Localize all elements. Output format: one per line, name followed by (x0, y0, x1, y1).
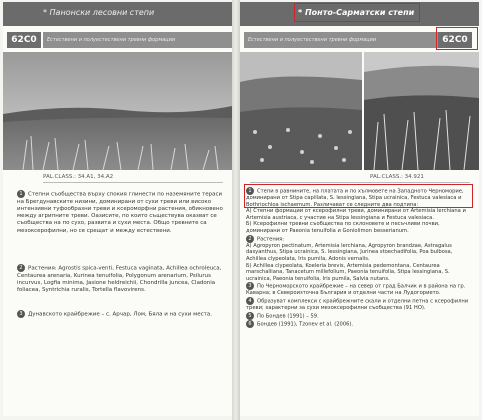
book-spine (232, 0, 240, 420)
right-item-3-number: 3 (246, 282, 254, 290)
left-item-3 (17, 310, 223, 319)
right-items (246, 187, 472, 328)
right-photo-left-image (240, 52, 362, 170)
right-item-1b (246, 221, 472, 234)
left-item-2-text: Растения: Agrostis spica-venti, Festuca vaginata, Achillea ochroleuca, Centaurea arenaria, Kurinea tenuifolia, Polygonum arenarium, Psilurus incurvus, Logfia minima, Jasione heldreichii, Chondrilla juncea, Cladonia foliacea, Syntrichia ruralis, Tortella flavovirens. (17, 265, 222, 294)
left-item-1 (17, 190, 223, 235)
left-item-2 (17, 264, 223, 294)
right-item-2b (246, 263, 472, 283)
left-divider (43, 182, 223, 183)
right-item-1-number: 1 (246, 187, 254, 195)
left-landscape-photo (3, 52, 232, 170)
right-page (240, 2, 479, 416)
right-divider (250, 182, 470, 183)
right-photo-right (364, 52, 479, 170)
left-habitat-code: 62С0 (7, 32, 41, 48)
left-page-title: * Панонски лесовни степи (43, 8, 155, 17)
right-item-6-number: 6 (246, 320, 254, 328)
right-item-5-text: По Бондев (1991) – 59. (257, 313, 319, 320)
left-subheader: Естествени и полуестествени тревни формации (43, 32, 232, 48)
left-item-3-text: Дунавското крайбрежие – с. Арчар, Лом, Бяла и на сухи места. (28, 311, 212, 318)
left-photo-image (3, 52, 232, 170)
right-habitat-code: 62С0 (438, 32, 472, 48)
right-photo-left (240, 52, 362, 170)
right-item-6-text: Бондев (1991), Tzonev et al. (2006). (257, 321, 354, 328)
code-highlight-box (436, 27, 478, 50)
right-page-title: * Понто-Сарматски степи (298, 8, 415, 17)
item-1-highlight-box (244, 184, 473, 208)
right-item-4-text: Образуват комплекси с крайбрежните скали и отделни петна с ксерофилни треви; характерни за сухи мезоксерофилни съобщества (91 НО). (246, 298, 469, 312)
right-item-2-text: Растения: (257, 236, 285, 243)
right-item-3 (246, 282, 472, 297)
right-item-5 (246, 312, 472, 320)
right-item-2b-text: Б) Achillea clypeolata, Koeleria brevis, Artemisia pedemontana, Centaurea marschalliana, Tanacetum millefolium, Paeonia tenuifolia, Stipa lessingiana, S. ucrainica, Paeonia tenuifolia, Iris pumila, Salvia nutans. (246, 262, 450, 282)
left-pal-class: PAL.CLASS.: 34.А1, 34.А2 (43, 174, 114, 180)
right-photo-right-image (364, 52, 479, 170)
right-item-2a-text: А) Agropyron pectinatum, Artemisia lerchiana, Agropyron brandzae, Astragalus dasyanthus, Stipa ucrainica, S. lessingiana, Jurinea stoechadifolia, Poa bulbosa, Achillea clypeolata, Iris pumila, Adonis vernalis. (246, 242, 453, 262)
right-item-2a (246, 243, 472, 263)
right-item-2 (246, 235, 472, 243)
title-highlight-box (294, 3, 420, 22)
right-item-6 (246, 320, 472, 328)
right-item-5-number: 5 (246, 312, 254, 320)
right-item-2-number: 2 (246, 235, 254, 243)
left-item-1-text: Степни съобщества върху спокия глинести по наземяните тераси на Брегдунавските низини, доминирани от сухи треви или високо интензивни туфообразни треви и ксероморфни растения, обикновено между агрипните треви. Оазисите, по които съществува оказват се съобщества на по сухо, развита и сухи места. Общо тревните са мезоксерофилни, но се срещат и между естествени. (17, 191, 223, 234)
left-header-bar (3, 2, 232, 26)
right-item-4-number: 4 (246, 297, 254, 305)
right-item-1a (246, 208, 472, 221)
right-item-3-text: По Черноморското крайбрежие – на север от град Балчик и в района на гр. Каварна; в Североизточна България и отделни части на Лудогорието. (246, 283, 466, 297)
right-item-4 (246, 297, 472, 312)
left-page (3, 2, 232, 416)
right-item-1b-text: Б) Ксерофилни тревни съобщества по склоновете и песъчливи почви, доминирани от Paeonia tenuifolia и Goniolimon besserianum. (246, 221, 440, 235)
left-item-2-number: 2 (17, 264, 25, 272)
left-item-3-number: 3 (17, 310, 25, 318)
right-pal-class: PAL.CLASS.: 34.921 (370, 174, 424, 180)
right-subheader: Естествени и полуестествени тревни формации (244, 32, 438, 48)
right-item-1-text: Степи в равнините, на платата и по хълмовете на Западното Черноморие, доминирани от Stipa capillata, S. lessingiana, Stipa ucrainica, Festuca valesiaca и Bothriochloa ischaemum. Различават се следните два подтипа: (246, 188, 464, 208)
left-item-1-number: 1 (17, 190, 25, 198)
right-item-1a-text: А) Степни формации от ксерофилни треви, доминирани от Artemisia lerchiana и Artemisia austriaca, с участие на Stipa lessingiana и Festuca valesiaca. (246, 208, 466, 221)
